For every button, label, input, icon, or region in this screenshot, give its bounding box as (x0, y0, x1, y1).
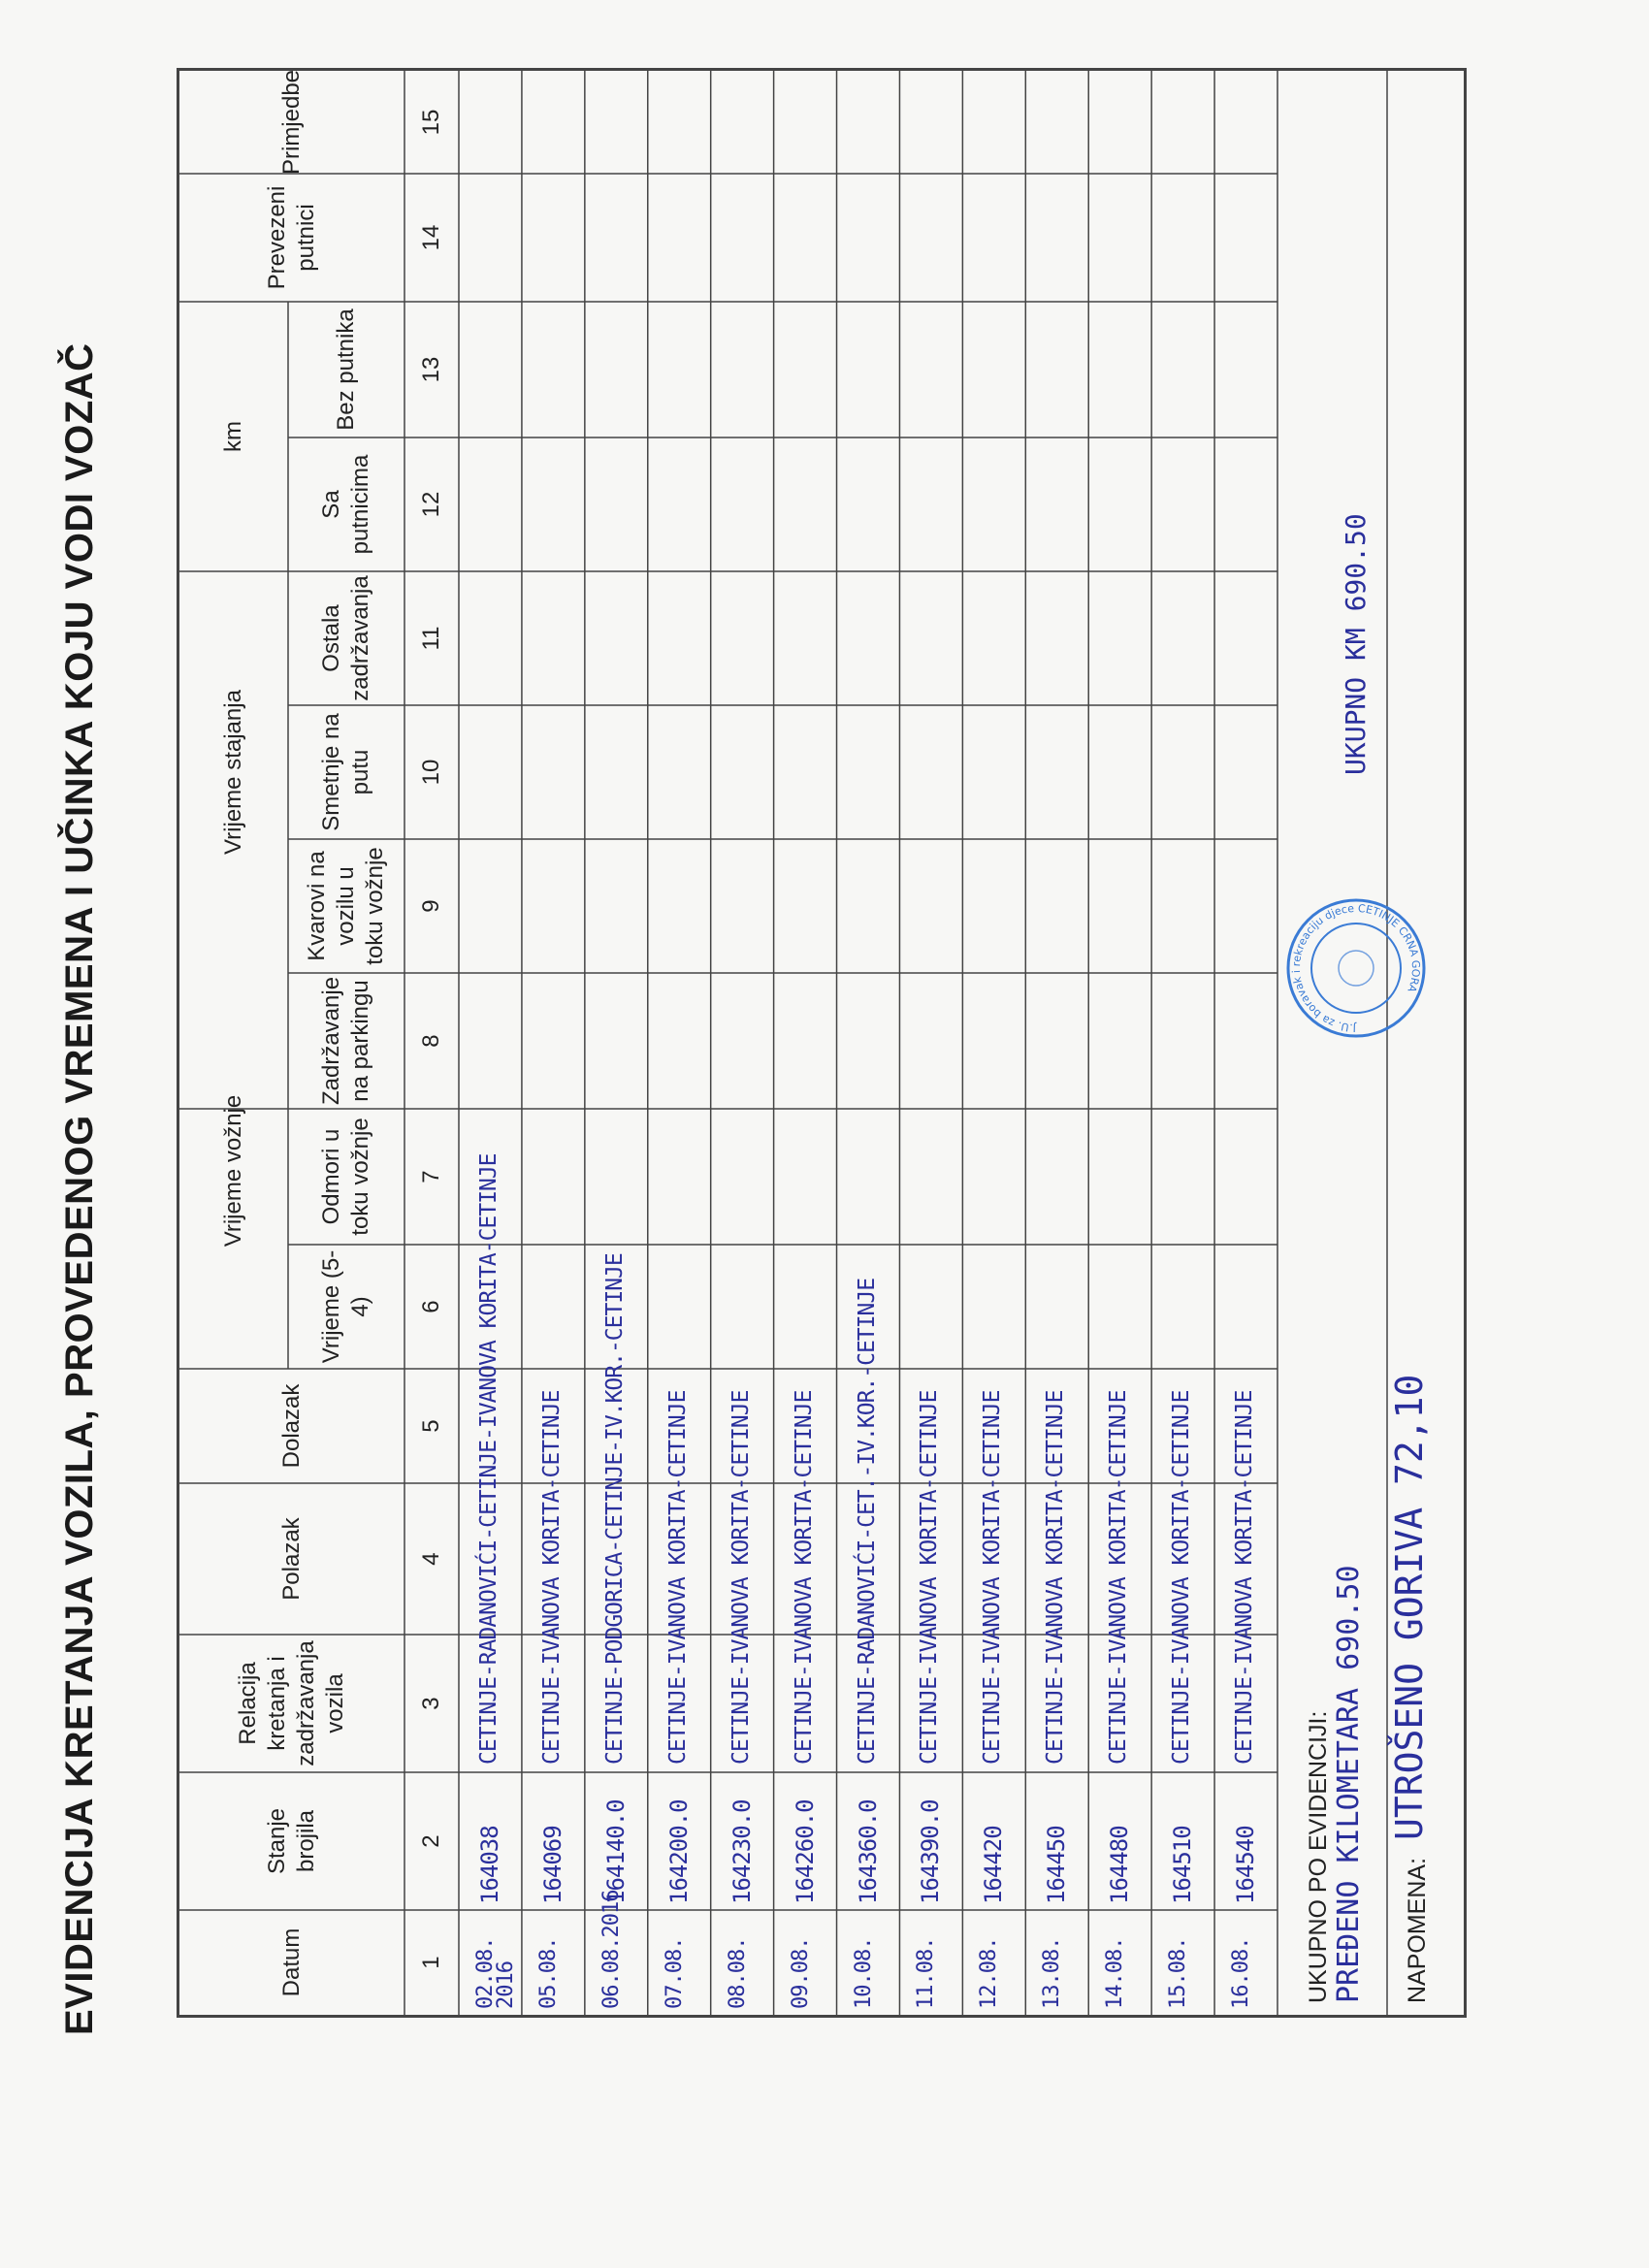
column-number-15: 15 (418, 109, 444, 136)
row-odometer: 164420 (980, 1826, 1008, 1904)
column-number-3: 3 (418, 1697, 444, 1710)
group-stop-time: Vrijeme stajanja (220, 690, 246, 855)
row-odometer: 164069 (538, 1826, 566, 1904)
row-route: CETINJE-IVANOVA KORITA-CETINJE (791, 1390, 817, 1765)
row-odometer: 164140.0 (601, 1799, 630, 1904)
row-route: CETINJE-IVANOVA KORITA-CETINJE (980, 1390, 1006, 1765)
row-date: 15.08. (1166, 1937, 1191, 2009)
column-number-1: 1 (418, 1956, 444, 1969)
stamp-text: J.U. za boravak i rekreaciju djece CETINJE CRNA GORA (1289, 901, 1423, 1035)
row-route: CETINJE-RADANOVIĆI-CET.-IV.KOR.-CETINJE (854, 1278, 880, 1765)
row-route: CETINJE-PODGORICA-CETINJE-IV.KOR.-CETINJE (601, 1253, 628, 1765)
column-header-8: Zadržavanje na parkingu (318, 976, 373, 1106)
row-odometer: 164038 (476, 1826, 503, 1904)
column-number-4: 4 (418, 1552, 444, 1566)
row-date: 12.08. (977, 1937, 1002, 2009)
row-date: 07.08. (662, 1937, 687, 2009)
column-header-10: Smetnje na putu (318, 713, 373, 831)
column-header-15: Primjedbe (278, 69, 305, 176)
column-number-9: 9 (418, 899, 444, 913)
column-number-14: 14 (418, 224, 444, 251)
row-route: CETINJE-IVANOVA KORITA-CETINJE (664, 1390, 691, 1765)
column-header-12: Sa putnicima (318, 454, 373, 555)
column-header-14: Prevezeni putnici (264, 185, 319, 290)
ukupno-value: PREĐENO KILOMETARA 690.50 (1332, 1565, 1366, 2003)
column-number-13: 13 (418, 356, 444, 383)
official-stamp (1283, 895, 1429, 1041)
column-header-5: Dolazak (278, 1383, 305, 1469)
row-route: CETINJE-IVANOVA KORITA-CETINJE (1106, 1390, 1132, 1765)
row-date: 06.08.2016 (598, 1890, 624, 2009)
row-odometer: 164450 (1043, 1826, 1071, 1904)
column-header-7: Odmori u toku vožnje (318, 1118, 373, 1236)
svg-text:J.U. za boravak i rekreaciju d (1290, 902, 1422, 1034)
column-number-8: 8 (418, 1034, 444, 1048)
document-title: EVIDENCIJA KRETANJA VOZILA, PROVEDENOG VREMENA I UČINKA KOJU VODI VOZAČ (58, 342, 101, 2035)
column-header-6: Vrijeme (5-4) (318, 1249, 373, 1364)
travel-log-form (177, 68, 1467, 2018)
napomena-value: UTROŠENO GORIVA 72,10 (1388, 1374, 1431, 1840)
row-route: CETINJE-IVANOVA KORITA-CETINJE (1169, 1390, 1195, 1765)
column-header-11: Ostala zadržavanja (318, 575, 373, 701)
row-odometer: 164510 (1169, 1826, 1197, 1904)
row-date: 02.08. 2016 (473, 1937, 518, 2009)
row-date: 11.08. (914, 1937, 939, 2009)
column-header-1: Datum (278, 1928, 305, 1997)
row-route: CETINJE-IVANOVA KORITA-CETINJE (917, 1390, 943, 1765)
ukupno-label: UKUPNO PO EVIDENCIJI: (1305, 1710, 1332, 2003)
napomena-label: NAPOMENA: (1404, 1857, 1431, 2003)
column-number-11: 11 (418, 626, 444, 651)
column-header-4: Polazak (278, 1517, 305, 1601)
row-date: 08.08. (725, 1937, 750, 2009)
row-odometer: 164390.0 (917, 1799, 945, 1904)
column-header-13: Bez putnika (333, 308, 359, 431)
column-number-5: 5 (418, 1419, 444, 1433)
column-number-10: 10 (418, 759, 444, 786)
column-number-2: 2 (418, 1834, 444, 1848)
row-date: 13.08. (1040, 1937, 1065, 2009)
column-number-12: 12 (418, 491, 444, 518)
group-driving-time: Vrijeme vožnje (220, 1094, 246, 1247)
row-odometer: 164360.0 (854, 1799, 882, 1904)
column-number-6: 6 (418, 1300, 444, 1313)
row-odometer: 164260.0 (791, 1799, 819, 1904)
row-date: 09.08. (788, 1937, 813, 2009)
row-route: CETINJE-RADANOVIĆI-CETINJE-IVANOVA KORITA-CETINJE (476, 1153, 501, 1765)
column-number-7: 7 (418, 1170, 444, 1183)
row-odometer: 164480 (1106, 1826, 1134, 1904)
row-date: 05.08. (535, 1937, 561, 2009)
row-odometer: 164540 (1232, 1826, 1260, 1904)
row-route: CETINJE-IVANOVA KORITA-CETINJE (1232, 1390, 1258, 1765)
total-km-note: UKUPNO KM 690.50 (1340, 513, 1372, 775)
column-header-2: Stanje brojila (264, 1807, 319, 1875)
row-route: CETINJE-IVANOVA KORITA-CETINJE (728, 1390, 754, 1765)
column-header-9: Kvarovi na vozilu u toku vožnje (304, 847, 388, 965)
row-route: CETINJE-IVANOVA KORITA-CETINJE (538, 1390, 565, 1765)
row-odometer: 164200.0 (664, 1799, 693, 1904)
row-date: 16.08. (1229, 1937, 1254, 2009)
row-date: 14.08. (1103, 1937, 1128, 2009)
row-route: CETINJE-IVANOVA KORITA-CETINJE (1043, 1390, 1069, 1765)
row-odometer: 164230.0 (728, 1799, 756, 1904)
column-header-3: Relacija kretanja i zadržavanja vozila (235, 1640, 348, 1766)
row-date: 10.08. (851, 1937, 876, 2009)
group-km: km (220, 421, 246, 452)
